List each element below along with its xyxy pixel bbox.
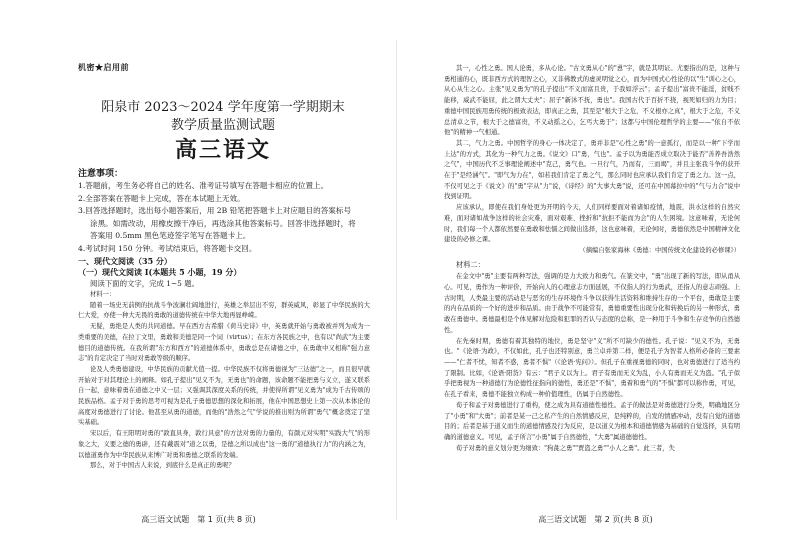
material-1-body — [78, 290, 370, 472]
paragraph: 应该承认，即使在我们身处更为开明的今天，人们同样要面对着诸如疫情，地震，洪水这样的自然灾难，面对诸如战争这样的社会灾难，面对艰难、挫折和"抗拒不能而为会"的人生困境。这意味着，无论何时，我们每一个人都依然要在勇敢和怯懦之间做出选择，这也意味着，无论何时，勇德依然是中国精神文化建设的必修之课。 — [444, 204, 740, 244]
notice-title: 注意事项： — [78, 169, 124, 179]
subject-title: 高三语文 — [174, 138, 271, 163]
paragraph: 其二，气力之勇。中国哲学的身心一体决定了，勇并非是"心性之勇"的一意孤行，而是以一种"下学而上达"的方式，其化为一种气力之勇。《说文》口"勇，气也"。孟子以为勇能否成立取决于能否"善养吾浩然之气"，中国历代不乏事理论阐述中"克己，勇气也。一旦行气，乃而有，三而竭"，并且主张我斗争的获开在于"是经涵气"。"即气为力在"，如若我们肯定了勇之气，那么同时也应承认我们肯定了勇之力。这一点，不仅可见之于《说文》的"勇"字从"力"说，《诗经》的"大事大勇"说，还可在中国幕拉中的"气与力合"说中找到证明。 — [444, 139, 740, 201]
notice-item: 涂黑。如需改动，用橡皮擦干净后，再选涂其他答案标号。回答非选择题时，将 — [90, 218, 356, 228]
material-label: 材料二： — [456, 259, 485, 269]
secret-label: 机密★启用前 — [78, 62, 129, 72]
source-citation: （摘编自张家海林《勇德：中国传统文化建设的必修课》） — [579, 246, 740, 254]
notice-item: 4.考试时间 150 分钟。考试结束后，将答题卡交回。 — [78, 243, 257, 253]
notice-item: 3.回答选择题时，选出每小题答案后，用 2B 铅笔把答题卡上对应题目的答案标号 — [78, 206, 352, 215]
instruction: 阅读下面的文字，完成 1~5 题。 — [90, 279, 199, 288]
page-footer: 高三语文试题 第 1 页(共 8 页) — [141, 515, 256, 524]
notice-item: 答案用 0.5mm 黑色笔迹签字笔写在答题卡上。 — [90, 231, 251, 240]
exam-title-line2: 教学质量监测试题 — [170, 118, 275, 133]
notice-item: 1.答题前，考生务必将自己的姓名、准考证号填写在答题卡相应的位置上。 — [78, 181, 329, 190]
subsection-heading: （一）现代文阅读 I(本题共 5 小题，19 分） — [78, 267, 242, 277]
notice-item: 2.全部答案在答题卡上完成，答在本试题上无效。 — [78, 193, 245, 203]
paragraph: 荀子和孟子对勇德进行了重构，使之成为具有道德性德性。孟子的做法是对勇德进行分类，明确地区分了"小勇"和"大勇"；前者是某一己之私产生的自然情感反应，是纯粹的，自发的情感冲动，没有自觉的道德目的；后者是基于道义而生的道德情感及行为反应，是以道义为根本和道德情感为基础的自觉选择，具有明确的道德意义。可见，孟子所言"小勇"属于自然德性，"大勇"属道德德性。 — [444, 401, 740, 441]
material-label: 材料一： — [90, 291, 116, 298]
page-2-body — [444, 64, 740, 454]
exam-title-line1: 阳泉市 2023～2024 学年度第一学期期末 — [101, 100, 345, 115]
paragraph: 那么，对于中国古人来说，到底什么是真正的勇呢？ — [90, 462, 235, 470]
paragraph: 其一，心性之勇。国人论勇，多从心论。"古文勇从心"的"恿"字，就是其明证。尤要指出的是，这种与勇相通的心，既非西方式的理智之心，又非佛教式的虚灵明觉之心，而为中国式心性论的以"生"训心之心，从心从生之心。主张"见义勇为"的孔子提出"不义而富且贵，于我如浮云"；孟子提出"富贵不能淫，贫贱不能移，威武不能屈，此之谓大丈夫"；屈子"新沐不抚，勇也"。我国古代于百折不挠，视死如归的力为目；重德中国民族用勇传统的极致表达，即真正之勇，其至是"根大于之危，不义根亦之真"，根大于之危，不义总清卓之节，根大于之德富贵，不义动摇之心，乞丐大勇于"；这都与中国伦理哲学的主要——"依自不依他"的精神一气相通。 — [444, 65, 740, 137]
notice-list — [78, 180, 370, 255]
paragraph: 在金文中"勇"主要有两种写法，强调的是力大致力和勇气。在篆文中，"勇"出现了新的写法，即从甬从心。可见，勇作为一种评价，开始向人的心理意志方面延展，不仅指人的行为勇武，还指人的意志顽强。上古时期，人类最主要的活动是与恶劣的生存环境作斗争以获得生活资料和维持生存的一个平台，勇敢是主要的内在品质的一个好的进步和品质。由于战争不可能常有，勇德重要性出现分化和转换后的另一种形式，勇敢在勇德中。勇德最相是个体见解对危险和犯罪的否认与态度的总称，是一种用于斗争和生存竞争的自然德性。 — [444, 273, 740, 334]
page-footer: 高三语文试题 第 2 页(共 8 页) — [538, 515, 653, 524]
page-2 — [397, 0, 794, 550]
paragraph: 宋以后，有王阳明对勇的"敦直具身，敦行具意"的方法对勇的力量的，有颜元对实明"实践大气"的形象之大，义要之德的勇辟，还有戴震对"道之以勇，是德之所以成也"这一勇的"道德执行力"的内涵之为，以德道勇作为中华民族从来博广对勇和勇德之联系的发端。 — [78, 430, 370, 459]
paragraph: 无疑，勇绝是人类的共同道德。早在西方古希腊《荷马史诗》中，英勇就开始与勇敢被并列为成为一类重要的美德，在拉丁文里，勇敢和美德是同一个词（virtus）；在东方各民族之中，也有以"尚武"为主要德目的道德传统。在我所谓"东方和西方"的道德体系中，勇敢总是在诸德之中，在勇敢中又相称"强力意志"的肯定决定了当时对勇敢等级的顺序。 — [78, 323, 370, 363]
paragraph: 随着一场史无前例的抗战斗争波澜壮阔地进行，英雄之举层出不穷，群英威风，彰显了中华民族的大仁大爱，亦使一种大无畏的勇敢的道德传统在中华大地再显峥嵘。 — [78, 301, 370, 320]
paragraph: 论及人类勇德建设，中华民族的贡献尤值一提。中华民族不仅将勇德视为"三达德"之一，而且很早就开始对于对其理论上的阐释。如孔子提出"见义不为，无勇也"的命题，该命题不能把勇与义立，遂又联系自一起，意味着勇在道德之中又一层；又强调其深度关系的传统，并使得所谓"见义勇为"成为千古传颂的民族品格。孟子对于勇的思考可视为是孔子勇德思想的深化和拓展，他在中国思想史上第一次从本体论的高度对勇德进行了讨论。他甚至从勇的道德，而他的"浩然之气"学说的推出则为所谓"勇气"概念奠定了坚实基础。 — [78, 365, 370, 427]
paragraph: 在先秦时期，勇德有着其独特的地位，勇是坚守"义"所不可缺少的德性。孔子说："见义不为，无勇也。"《论语·为政》，不仅如此，孔子也还特别意，勇兰卓并第二样，便是孔子为智者人格所必备的三要素——"仁者不忧，知者不惑，勇者不惧"（《论语·宪问》）。但孔子在重视勇德的同时，也对勇德进行了适当约了限制。比如，《论语·阳货》有云："君子义以为上。君子有勇而无义为乱，小人有勇而无义为盗。"孔子似乎把勇视为一种道德行为论德性征指向的德性，勇还是"不惧"，勇着和勇气的"不惧"都可以称作勇，可见，在孔子看来，勇德不能独立构成一种价值理性，仍属于自然德性。 — [444, 337, 740, 399]
section-heading: 一、现代文阅读（35 分） — [78, 256, 172, 266]
paragraph: 荀子对勇的意义划分更为细致："狗彘之勇""贾盗之勇""小人之勇"。此三者，失 — [456, 444, 675, 452]
